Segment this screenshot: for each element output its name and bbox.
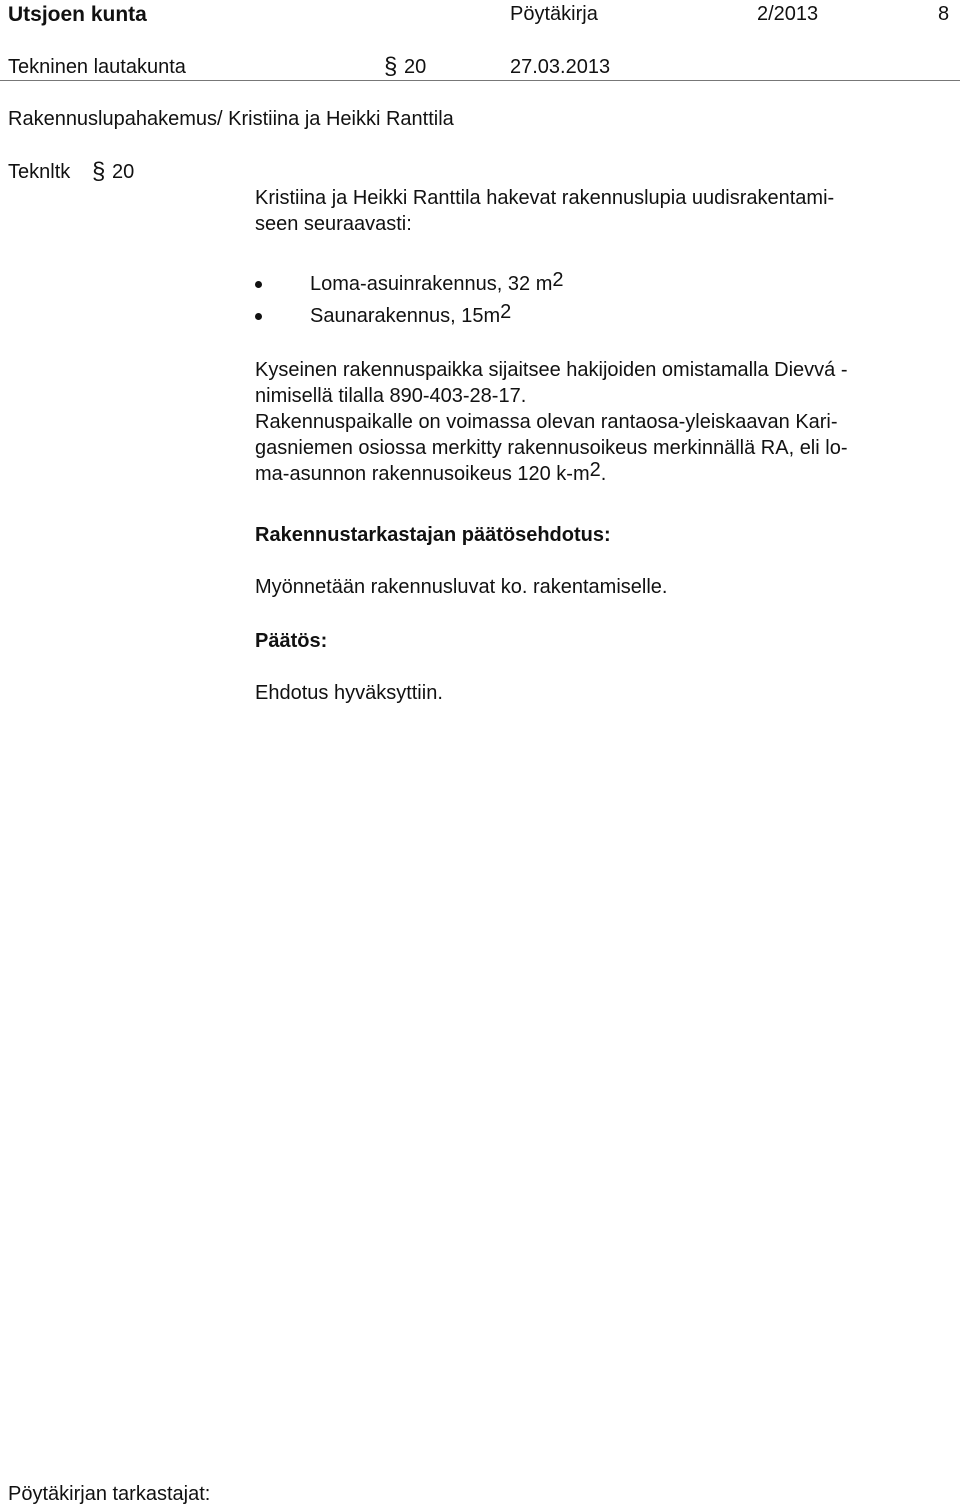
board-name: Tekninen lautakunta — [8, 56, 186, 78]
zoning-paragraph: Rakennuspaikalle on voimassa olevan rantaosa-yleiskaavan Kari- gasniemen osiossa merkitty rakennusoikeus merkinnällä RA, eli lo- ma-asunnon rakennusoikeus 120 $k-m^2$. — [255, 411, 848, 485]
decision-text: Ehdotus hyväksyttiin. — [255, 682, 443, 704]
meeting-date: 27.03.2013 — [510, 56, 611, 78]
municipality-name: Utsjoen kunta — [8, 3, 147, 26]
document-number: 2/2013 — [757, 3, 819, 25]
item-title: Rakennuslupahakemus/ Kristiina ja Heikki Ranttila — [8, 108, 454, 130]
decision-heading: Päätös: — [255, 630, 328, 652]
bullet-icon — [255, 313, 262, 320]
proposal-heading: Rakennustarkastajan päätösehdotus: — [255, 524, 611, 546]
document-type: Pöytäkirja — [510, 3, 598, 25]
proposal-text: Myönnetään rakennusluvat ko. rakentamiselle. — [255, 576, 668, 598]
bullet-icon — [255, 281, 262, 288]
section-symbol: § — [384, 53, 398, 80]
header-divider — [0, 80, 960, 81]
protocol-signers-label: Pöytäkirjan tarkastajat: — [8, 1483, 211, 1505]
item-reference-symbol: § — [92, 158, 106, 185]
list-item-text: Saunarakennus, $15m^2$ — [310, 301, 512, 327]
item-reference-number: 20 — [112, 161, 135, 183]
list-item-text: Loma-asuinrakennus, 32 $m^2$ — [310, 269, 564, 295]
location-paragraph: Kyseinen rakennuspaikka sijaitsee hakijoiden omistamalla Dievvá - nimisellä tilalla 890-403-28-17. — [255, 359, 848, 407]
intro-paragraph: Kristiina ja Heikki Ranttila hakevat rakennuslupia uudisrakentami- seen seuraavasti: — [255, 187, 835, 235]
page-number: 8 — [938, 3, 950, 25]
item-reference-label: Teknltk — [8, 161, 71, 183]
section-number: 20 — [404, 56, 427, 78]
